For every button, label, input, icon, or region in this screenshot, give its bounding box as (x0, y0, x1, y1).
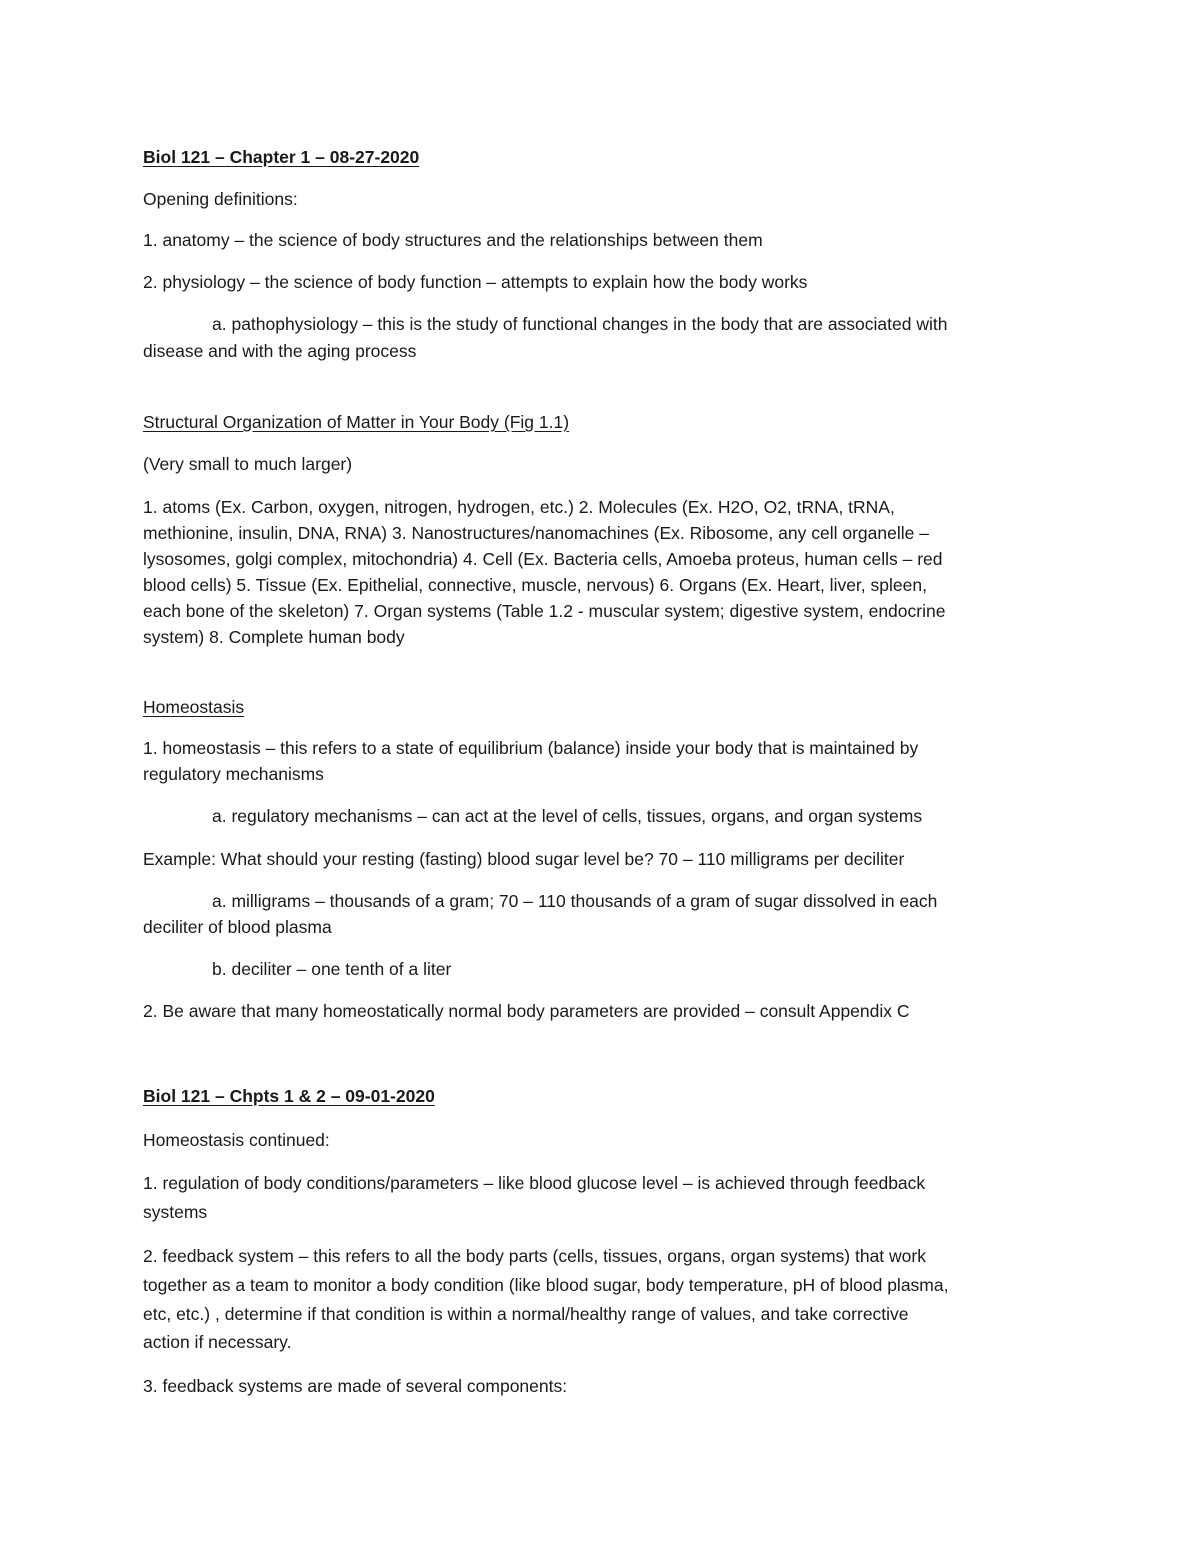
structural-list-line: lysosomes, golgi complex, mitochondria) 4. Cell (Ex. Bacteria cells, Amoeba proteus, human cells – red (143, 549, 943, 569)
structural-list-line: methionine, insulin, DNA, RNA) 3. Nanostructures/nanomachines (Ex. Ribosome, any cell organelle – (143, 523, 929, 543)
homeostasis-item-1-line-2: regulatory mechanisms (143, 764, 324, 784)
structural-list-line: 1. atoms (Ex. Carbon, oxygen, nitrogen, hydrogen, etc.) 2. Molecules (Ex. H2O, O2, tRNA, tRNA, (143, 497, 895, 517)
structural-list-line: blood cells) 5. Tissue (Ex. Epithelial, connective, muscle, nervous) 6. Organs (Ex. Heart, liver, spleen, (143, 575, 927, 595)
definition-pathophysiology-line-2: disease and with the aging process (143, 341, 417, 361)
feedback-item-3: 3. feedback systems are made of several components: (143, 1376, 568, 1396)
definition-physiology: 2. physiology – the science of body function – attempts to explain how the body works (143, 272, 808, 292)
homeostasis-item-2: 2. Be aware that many homeostatically normal body parameters are provided – consult Appendix C (143, 1001, 910, 1021)
feedback-item-2-line: etc, etc.) , determine if that condition is within a normal/healthy range of values, and take corrective (143, 1304, 909, 1324)
homeostasis-item-1-line-1: 1. homeostasis – this refers to a state of equilibrium (balance) inside your body that is maintained by (143, 738, 919, 758)
feedback-item-1-line-2: systems (143, 1202, 208, 1222)
feedback-item-2-line: action if necessary. (143, 1332, 292, 1352)
feedback-item-2-line: together as a team to monitor a body condition (like blood sugar, body temperature, pH of blood plasma, (143, 1275, 949, 1295)
definition-anatomy: 1. anatomy – the science of body structures and the relationships between them (143, 230, 763, 250)
homeostasis-continued-label: Homeostasis continued: (143, 1130, 330, 1150)
definition-pathophysiology-line-1: a. pathophysiology – this is the study of functional changes in the body that are associated with (212, 314, 948, 334)
homeostasis-heading: Homeostasis (143, 697, 245, 717)
section-heading-chapter-1: Biol 121 – Chapter 1 – 08-27-2020 (143, 147, 420, 167)
section-heading-chapters-1-2: Biol 121 – Chpts 1 & 2 – 09-01-2020 (143, 1086, 435, 1106)
feedback-item-2-line: 2. feedback system – this refers to all the body parts (cells, tissues, organs, organ systems) that work (143, 1246, 926, 1266)
milligrams-item-line-2: deciliter of blood plasma (143, 917, 332, 937)
size-range-note: (Very small to much larger) (143, 454, 353, 474)
feedback-item-1-line-1: 1. regulation of body conditions/parameters – like blood glucose level – is achieved through feedback (143, 1173, 926, 1193)
structural-list-line: each bone of the skeleton) 7. Organ systems (Table 1.2 - muscular system; digestive system, endocrine (143, 601, 946, 621)
structural-list-line: system) 8. Complete human body (143, 627, 405, 647)
blood-sugar-example: Example: What should your resting (fasting) blood sugar level be? 70 – 110 milligrams per deciliter (143, 849, 905, 869)
regulatory-mechanisms-item: a. regulatory mechanisms – can act at the level of cells, tissues, organs, and organ systems (212, 806, 923, 826)
opening-definitions-label: Opening definitions: (143, 189, 298, 209)
structural-organization-heading: Structural Organization of Matter in Your Body (Fig 1.1) (143, 412, 570, 432)
deciliter-item: b. deciliter – one tenth of a liter (212, 959, 452, 979)
milligrams-item-line-1: a. milligrams – thousands of a gram; 70 – 110 thousands of a gram of sugar dissolved in each (212, 891, 938, 911)
